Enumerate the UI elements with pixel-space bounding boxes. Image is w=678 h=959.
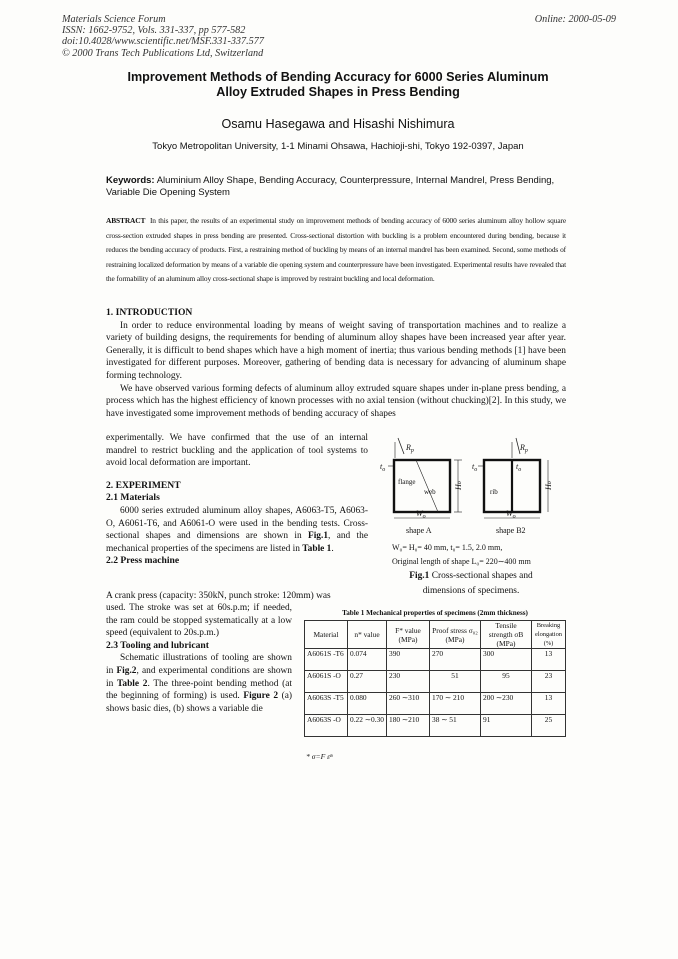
fig1-caption-text: Cross-sectional shapes and [431,571,533,581]
keywords-text: Aluminium Alloy Shape, Bending Accuracy, Counterpressure, Internal Mandrel, Press Bending, Variable Die Opening System [106,175,555,198]
flange-label: flange [398,478,416,486]
affiliation: Tokyo Metropolitan University, 1-1 Minami Ohsawa, Hachioji-shi, Tokyo 192-0397, Japan [152,141,524,152]
to-label-b2: $t_o$ [472,462,478,473]
table1-footnote: * σ=F εⁿ [306,752,333,761]
fig2-reference[interactable]: Fig.2 [116,665,137,676]
table-cell: 170 ∼ 210 [430,693,481,715]
table1-header-cell: Breaking elongation (%) [532,621,566,649]
table-row [305,671,566,693]
press-heading: 2.2 Press machine [106,555,180,567]
wo-label-a: $W_o$ [416,509,426,520]
rib-label: rib [490,488,498,496]
tooling-heading: 2.3 Tooling and lubricant [106,639,209,651]
figure1-caption-line2: dimensions of specimens. [422,586,520,596]
doi-link[interactable]: doi:10.4028/www.scientific.net/MSF.331-337.577 [62,36,264,48]
tooling-text-a: Schematic illustrations of tooling are shown in [106,653,292,676]
table-cell: 91 [481,715,532,737]
press-text-line: A crank press (capacity: 350kN, punch stroke: 120mm) was [106,591,331,601]
fig2a-reference[interactable]: Figure 2 [243,691,279,702]
to-label-a: $t_o$ [380,462,386,473]
shape-a-drawing [380,438,463,535]
authors: Osamu Hasegawa and Hisashi Nishimura [221,117,455,131]
materials-text-b: , and the mechanical properties of the specimens are listed in [106,531,368,554]
table-cell: 13 [532,693,566,715]
left-column-a [106,432,368,568]
figure-1-cross-sections [374,436,568,540]
table1-header-cell: n* value [348,621,387,649]
materials-text: 6000 series extruded aluminum alloy shapes, A6063-T5, A6063-O, A6061-T6, and A6061-O were used in the bending tests. Cross-sectional shapes and dimensions are shown in Fig.1, and the mechanical properties of the specimens are listed in Table 1. [106,505,368,554]
title-line-1: Improvement Methods of Bending Accuracy for 6000 Series Aluminum [127,70,549,84]
introduction [106,307,566,420]
rp-label-a: $R_p$ [406,443,414,454]
table-cell: A6063S -T5 [305,693,348,715]
table2-reference[interactable]: Table 2 [117,678,148,689]
materials-heading: 2.1 Materials [106,492,160,504]
issn: ISSN: 1662-9752, Vols. 331-337, pp 577-582 [62,25,246,37]
table-cell: A6061S -T6 [305,649,348,671]
table-cell: 13 [532,649,566,671]
table-row [305,715,566,737]
table1 [304,620,566,737]
press-text: used. The stroke was set at 60s.p.m; if needed, the ram could be stopped systematically at a low speed (equivalent to 20s.p.m.) [106,603,292,639]
tooling-text-d: (a) shows basic dies, (b) shows a variable die [106,691,293,714]
intro-heading: 1. INTRODUCTION [106,307,193,318]
table1-reference[interactable]: Table 1 [302,543,332,554]
copyright: © 2000 Trans Tech Publications Ltd, Switzerland [62,47,264,59]
table-row [305,693,566,715]
keywords [106,175,566,199]
table-cell: A6063S -O [305,715,348,737]
table-cell: 200 ∼230 [481,693,532,715]
table1-header-cell: Proof stress σ₀₂ (MPa) [430,621,481,649]
figure1-dimensions: W₀= H₀= 40 mm, t₀= 1.5, 2.0 mm, [392,543,503,552]
table-cell: 390 [387,649,430,671]
rp-label-b2: $R_p$ [520,443,528,454]
table-cell: A6061S -O [305,671,348,693]
table-cell: 23 [532,671,566,693]
abstract [106,214,566,287]
table-cell: 270 [430,649,481,671]
table1-header-cell: F* value (MPa) [387,621,430,649]
abstract-label: ABSTRACT [106,216,146,225]
table-cell: 25 [532,715,566,737]
keywords-label: Keywords: [106,175,155,186]
experiment-heading: 2. EXPERIMENT [106,479,181,491]
ho-label-a: Ho [454,481,463,490]
shape-b2-label: shape B2 [496,526,526,535]
intro-paragraph-2-cont: experimentally. We have confirmed that the use of an internal mandrel to restrict buckling and the application of tool systems to avoid local deformation are important. [106,433,368,469]
tooling-text-c: . The three-point bending method (at the beginning of forming) is used. [106,678,293,702]
intro-paragraph-1: In order to reduce environmental loading by means of weight saving of transportation machines and to realize a variety of building designs, the requirements for bending of aluminum alloy shapes have been increased year after year. Generally, it is difficult to bend shapes which have a high moment of inertia; thus various bending methods [1] have been investigated for different purposes. Moreover, gathering of bending data is necessary for advancing of aluminum shape forming technology. [106,320,566,381]
table-cell: 300 [481,649,532,671]
to-label-rib: $t_o$ [516,462,522,473]
table1-title: Table 1 Mechanical properties of specimens (2mm thickness) [342,609,528,617]
table-cell: 38 ∼ 51 [430,715,481,737]
table-cell: 180 ∼210 [387,715,430,737]
web-label: web [424,488,436,496]
tooling-text [106,652,292,715]
paper-title [62,70,614,100]
table1-header-cell: Material [305,621,348,649]
title-line-2: Alloy Extruded Shapes in Press Bending [216,85,460,99]
materials-text-a: 6000 series extruded aluminum alloy shapes, A6063-T5, A6063-O, A6061-T6, and A6061-O were used in the bending tests. Cross-sectional shapes and dimensions are shown in [106,505,368,542]
table-cell: 0.080 [348,693,387,715]
table1-header-row [305,621,566,649]
table-cell: 95 [481,671,532,693]
table-cell: 51 [430,671,481,693]
figure1-caption [374,571,568,581]
table-cell: 0.074 [348,649,387,671]
table-cell: 230 [387,671,430,693]
online-date: Online: 2000-05-09 [534,14,616,25]
table-cell: 0.27 [348,671,387,693]
table-cell: 0.22 ∼0.30 [348,715,387,737]
figure1-original-length: Original length of shape L₀= 220∼400 mm [392,557,531,566]
ho-label-b2: Ho [544,481,553,490]
abstract-text: In this paper, the results of an experimental study on improvement methods of bending accuracy of 6000 series aluminum alloy hollow square cross-section extruded shapes in press bending are presented. Cross-sectional distortion with buckling is a problem encountered during bending, because it reduces the bending accuracy of products. First, a restraining method of buckling by means of an internal mandrel has been examined. Second, some methods of restraining localized deformation by means of a variable die opening system and counterpressure have been investigated. Experimental results have revealed that the formability of an aluminum alloy cross-sectional shape is improved by restraint buckling and local deformation. [106,216,566,284]
shape-a-label: shape A [406,526,432,535]
table1-header-cell: Tensile strength σB (MPa) [481,621,532,649]
wo-label-b2: $W_o$ [506,509,516,520]
left-column-b [106,602,292,715]
table-cell: 260 ∼310 [387,693,430,715]
fig1-caption-label: Fig.1 [409,571,430,581]
shape-b2-drawing [472,438,553,535]
table-row [305,649,566,671]
intro-paragraph-2: We have observed various forming defects of aluminum alloy extruded square shapes under in-plane press bending, a process which has the highest efficiency of known processes with no axial tension (without chucking)[2]. In this study, we have investigated some improvement methods of bending accuracy of shapes [106,383,566,419]
journal-name: Materials Science Forum [62,14,166,25]
fig1-reference[interactable]: Fig.1 [307,531,329,542]
tooling-text-b: , and experimental conditions are shown in [106,665,292,689]
journal-header [62,14,264,59]
